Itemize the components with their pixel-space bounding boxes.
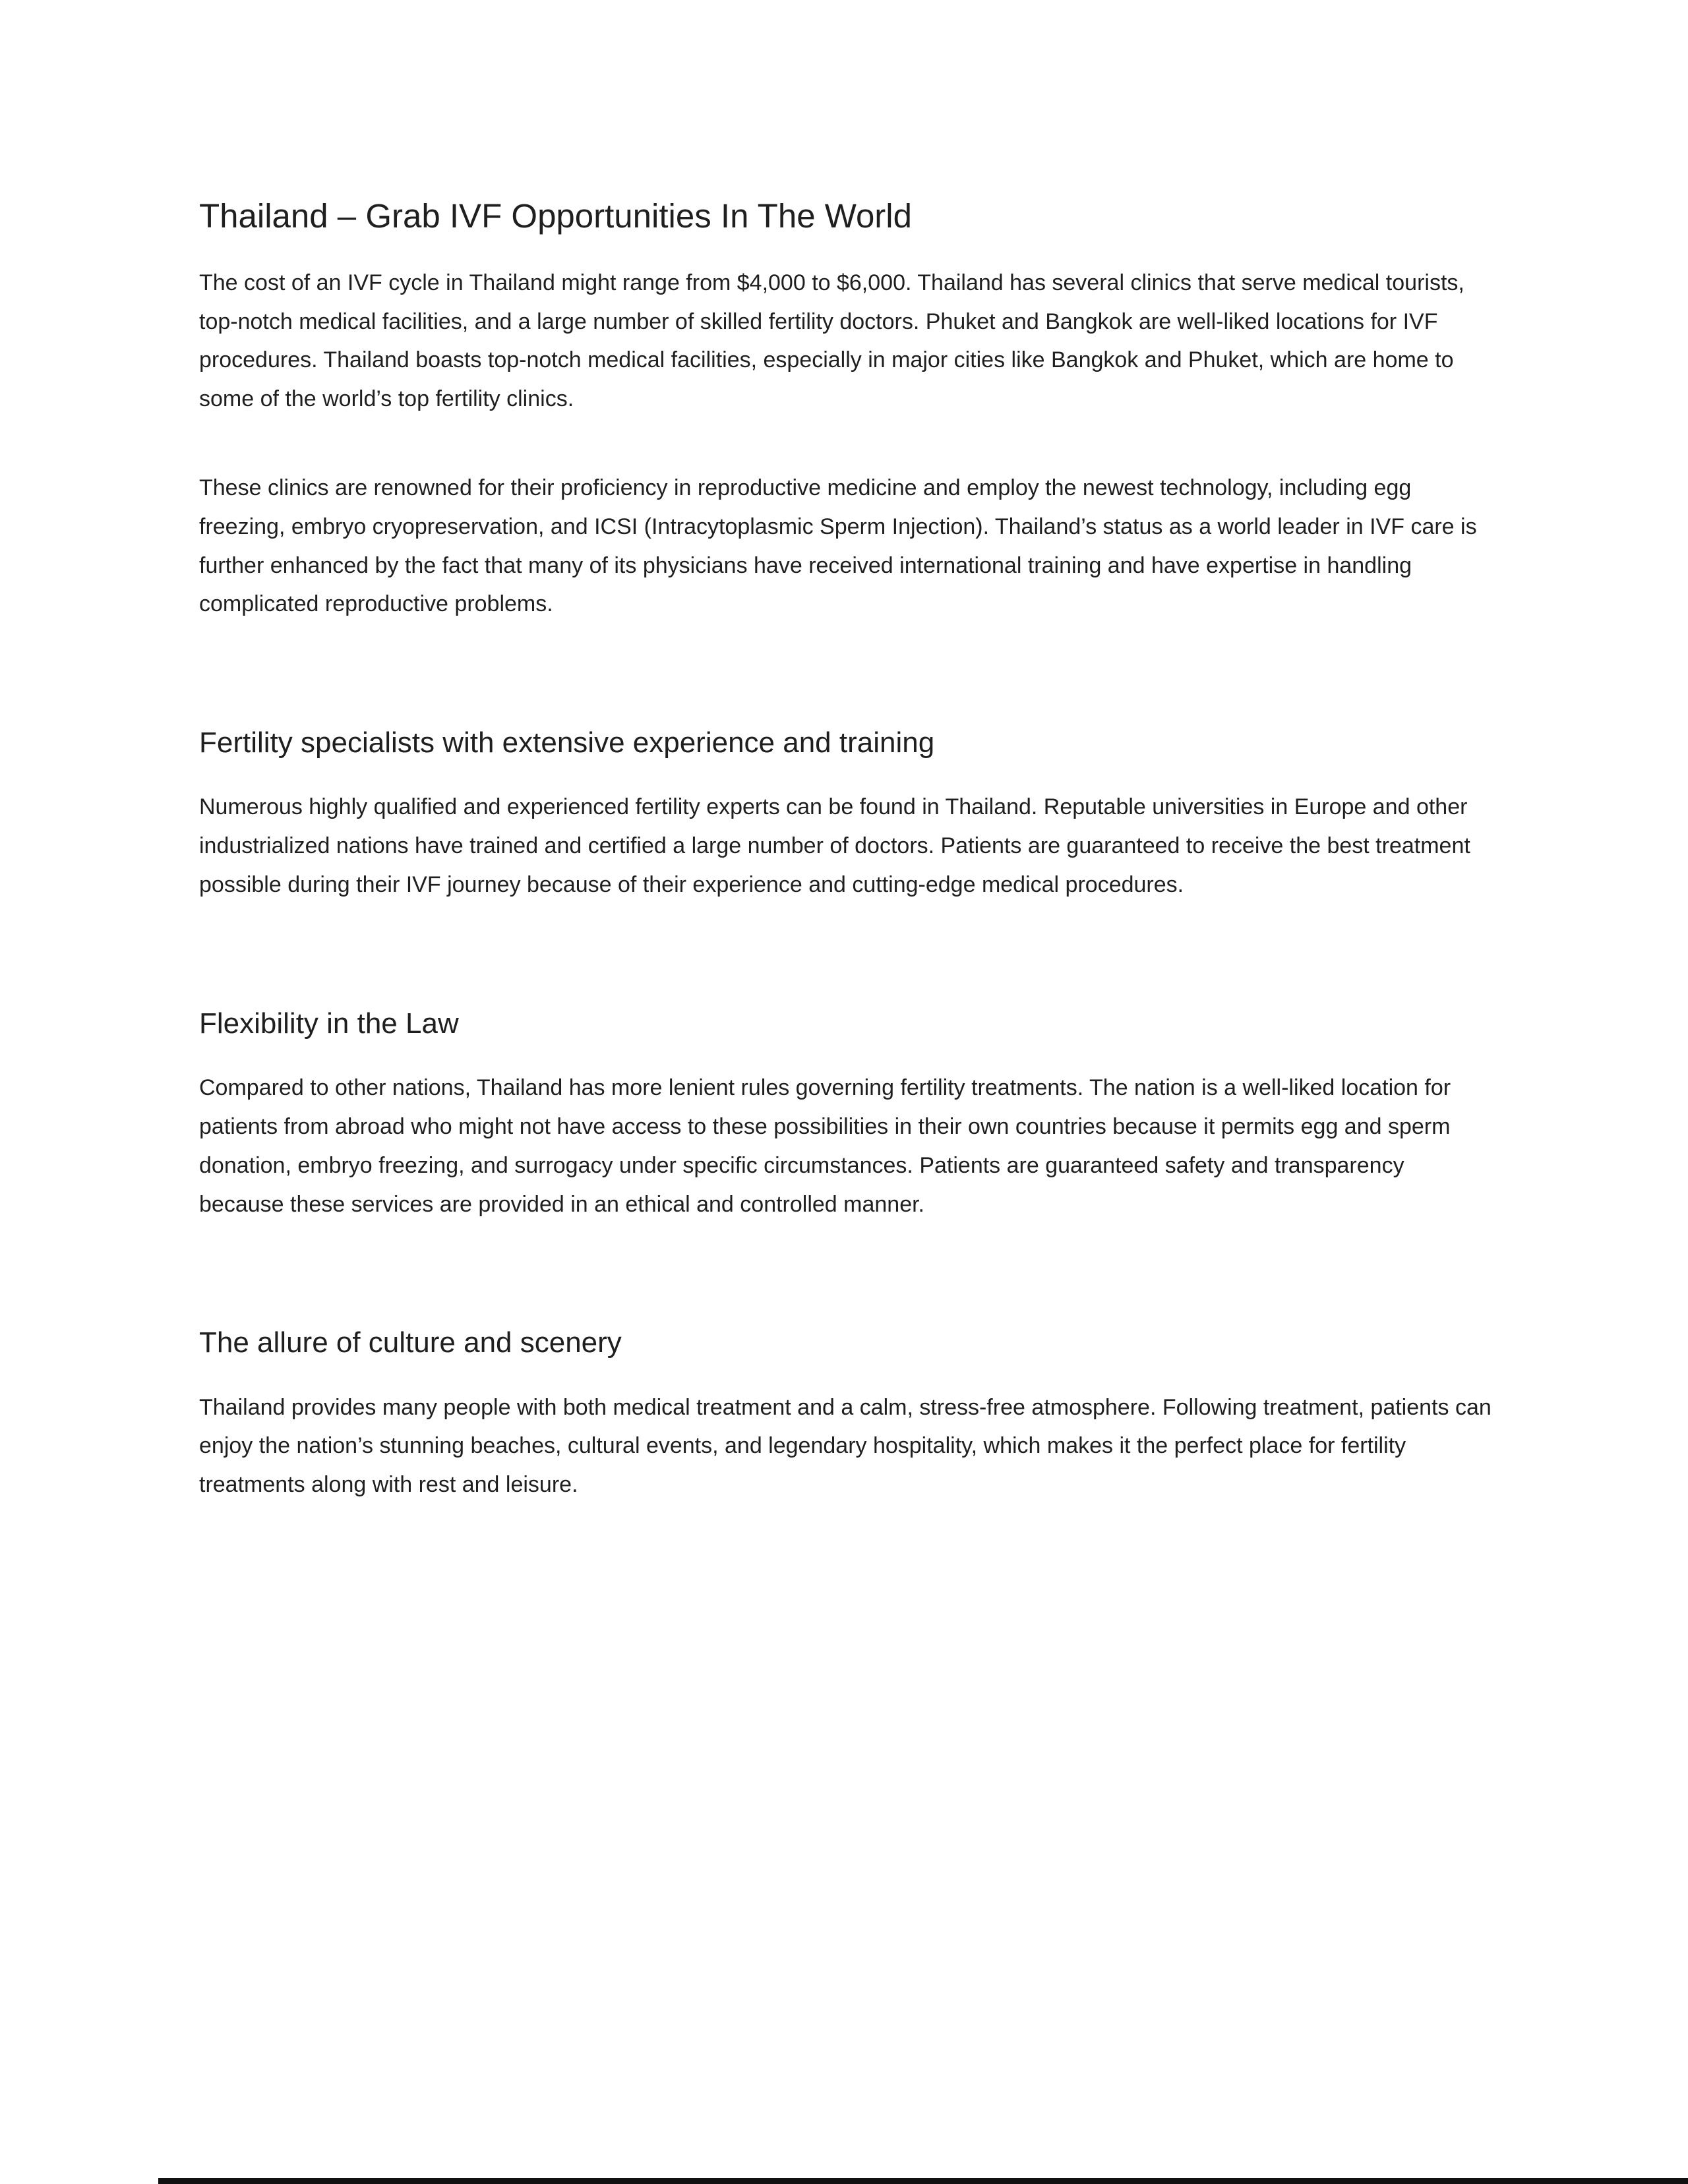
section-heading: Fertility specialists with extensive experience and training xyxy=(199,726,935,759)
section-heading: Flexibility in the Law xyxy=(199,1007,459,1040)
section-culture-scenery xyxy=(199,1324,1492,1504)
document-title: Thailand – Grab IVF Opportunities In The World xyxy=(199,197,912,235)
document-content xyxy=(199,195,1492,1504)
section-paragraph: Thailand provides many people with both medical treatment and a calm, stress-free atmosphere. Following treatment, patients can enjoy the nation’s stunning beaches, cultural events, and legendary hospitality, which makes it the perfect place for fertility treatments along with rest and leisure. xyxy=(199,1394,1492,1498)
intro-paragraph: The cost of an IVF cycle in Thailand might range from $4,000 to $6,000. Thailand has several clinics that serve medical tourists, top-notch medical facilities, and a large number of skilled fertility doctors. Phuket and Bangkok are well-liked locations for IVF procedures. Thailand boasts top-notch medical facilities, especially in major cities like Bangkok and Phuket, which are home to some of the world’s top fertility clinics. xyxy=(199,270,1464,412)
section-heading: The allure of culture and scenery xyxy=(199,1326,622,1359)
bottom-edge-bar xyxy=(158,2178,1688,2184)
section-paragraph: Compared to other nations, Thailand has more lenient rules governing fertility treatments. The nation is a well-liked location for patients from abroad who might not have access to these possibilities in their own countries because it permits egg and sperm donation, embryo freezing, and surrogacy under specific circumstances. Patients are guaranteed safety and transparency because these services are provided in an ethical and controlled manner. xyxy=(199,1075,1451,1217)
section-paragraph: Numerous highly qualified and experienced fertility experts can be found in Thailand. Reputable universities in Europe and other industrialized nations have trained and certified a large number of doctors. Patients are guaranteed to receive the best treatment possible during their IVF journey because of their experience and cutting-edge medical procedures. xyxy=(199,794,1470,898)
section-fertility-specialists xyxy=(199,724,1492,904)
intro-paragraph: These clinics are renowned for their proficiency in reproductive medicine and employ the newest technology, including egg freezing, embryo cryopreservation, and ICSI (Intracytoplasmic Sperm Injection). Thailand’s status as a world leader in IVF care is further enhanced by the fact that many of its physicians have received international training and have expertise in handling complicated reproductive problems. xyxy=(199,475,1477,617)
section-flexibility-law xyxy=(199,1005,1492,1224)
